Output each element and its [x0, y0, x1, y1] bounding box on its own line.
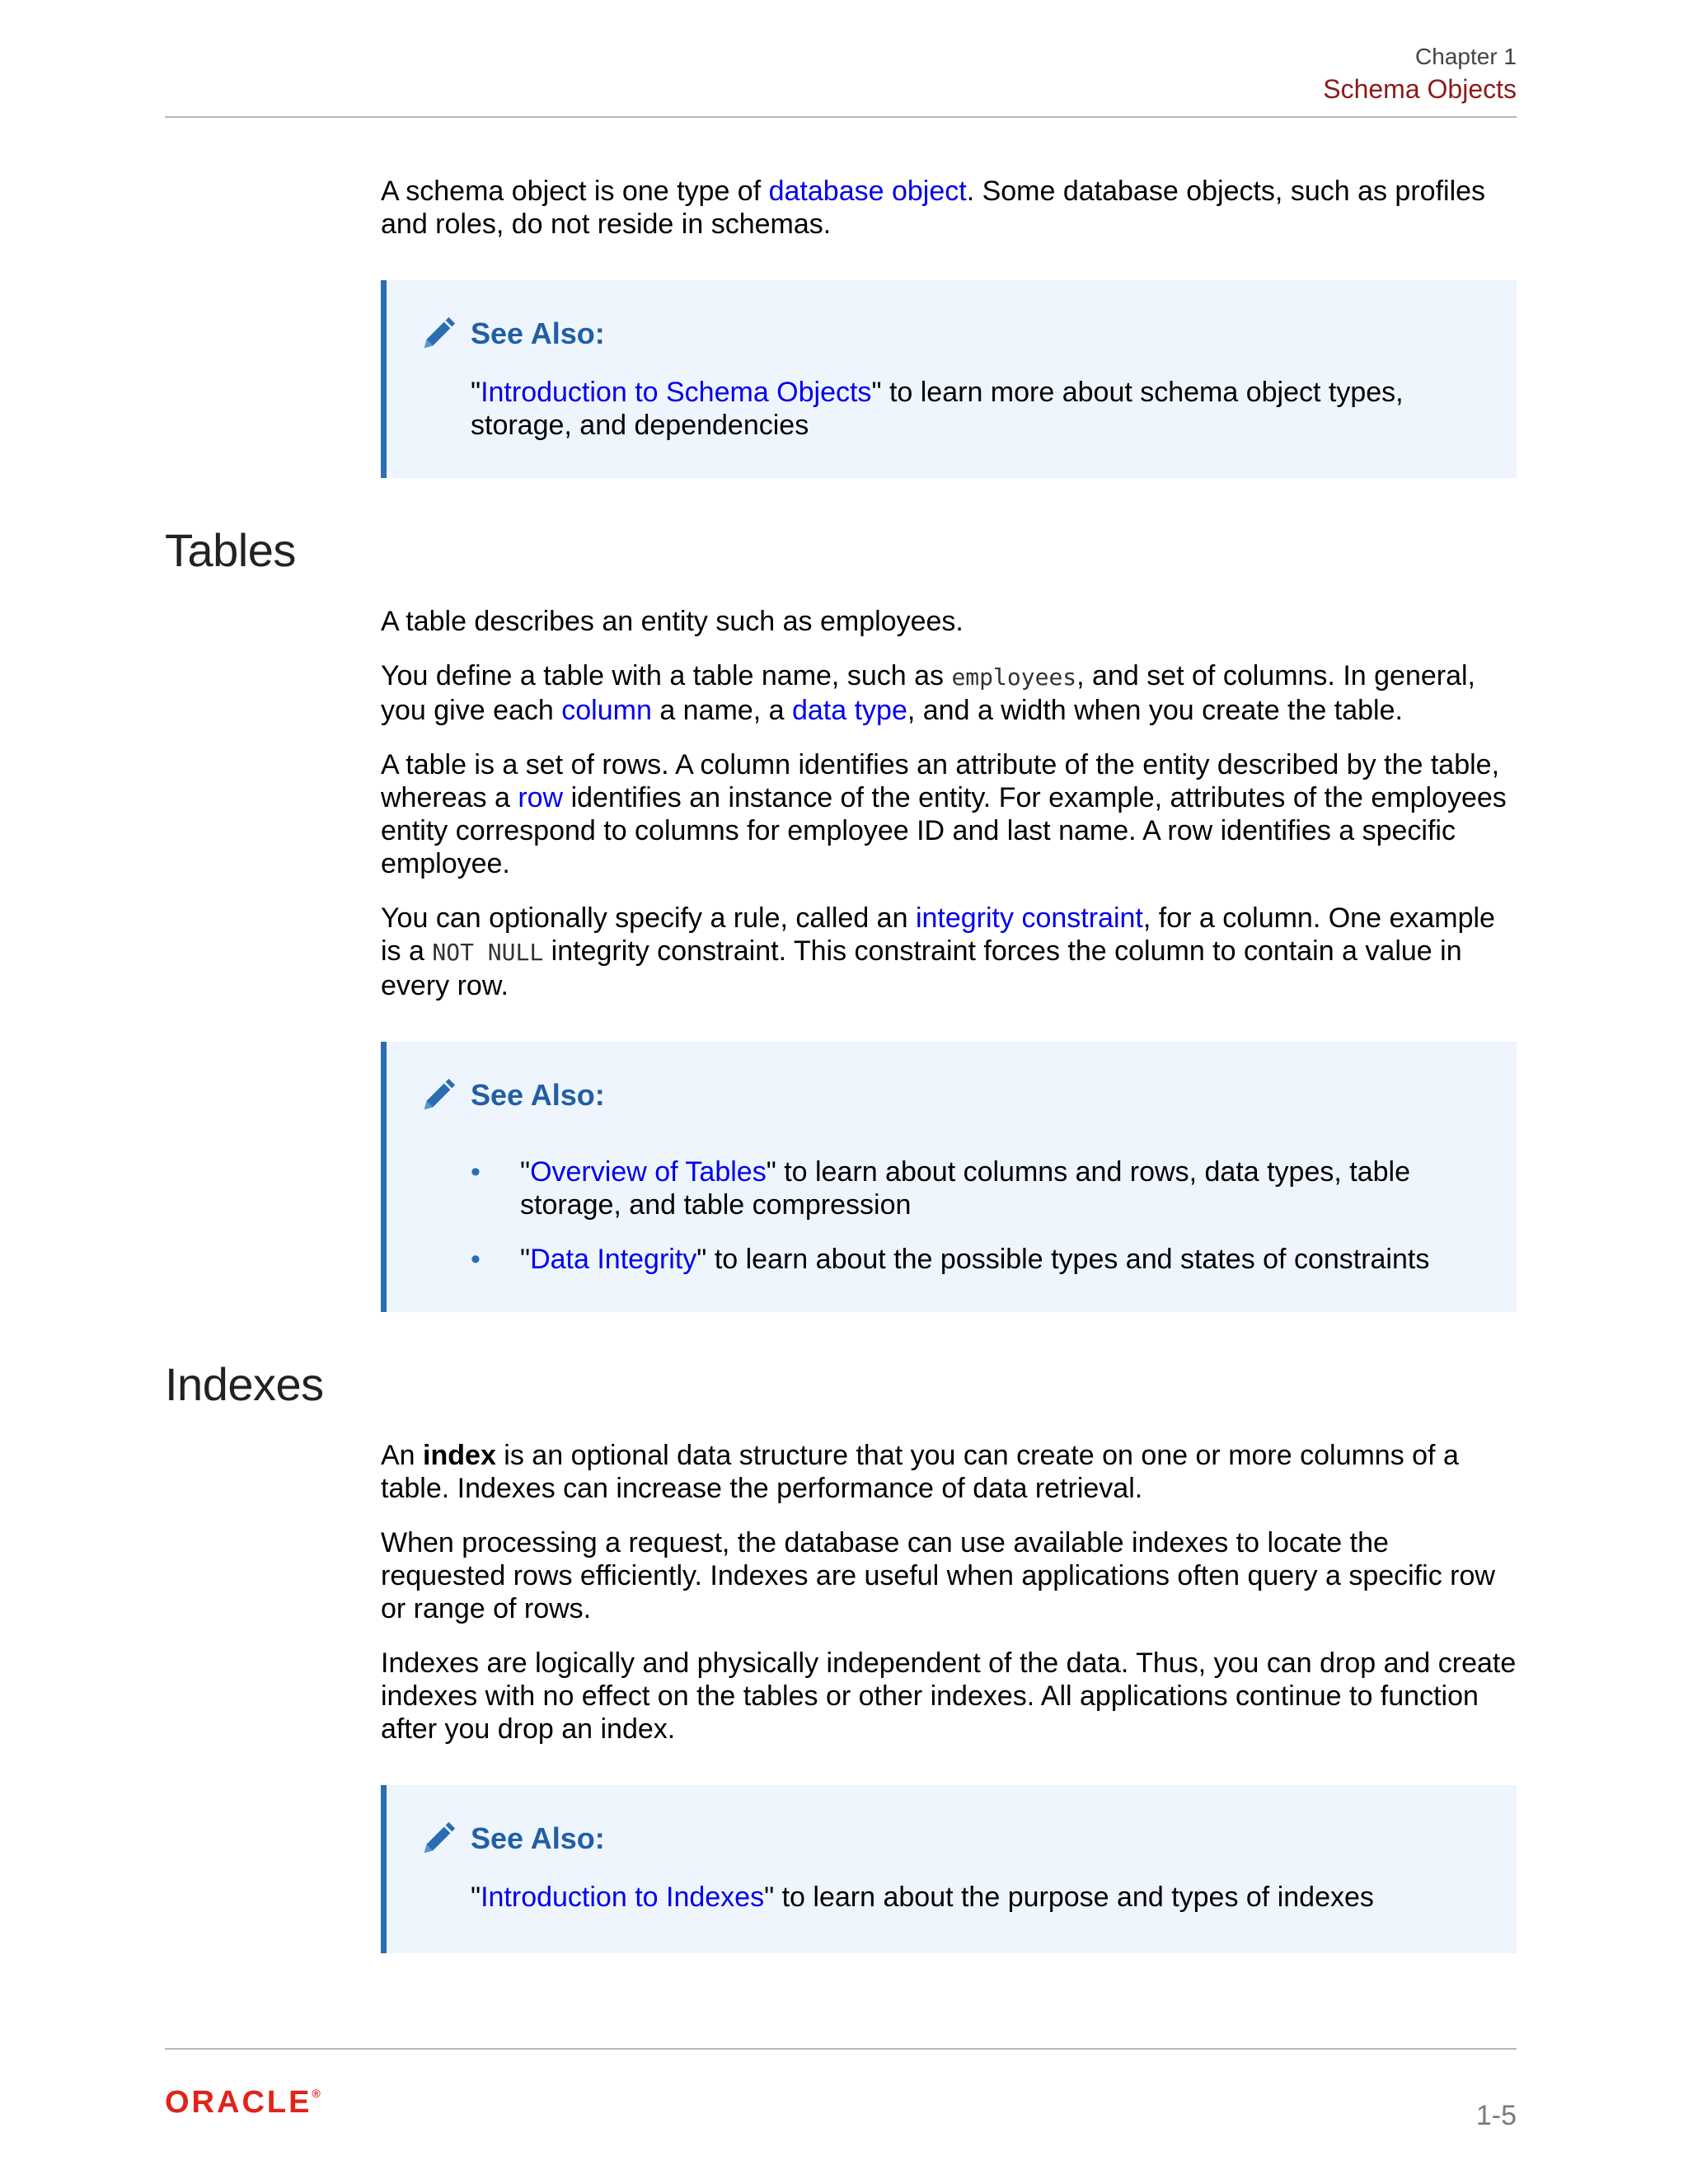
- text: integrity constraint. This constraint forces the column to contain a value in every row.: [381, 935, 1462, 1001]
- pencil-icon: [420, 315, 457, 353]
- tables-paragraph-2: [381, 659, 1517, 727]
- quote-mark: ": [520, 1156, 531, 1188]
- column-link[interactable]: column: [561, 695, 652, 726]
- see-also-list: [471, 1155, 1484, 1276]
- logo-text: ORACLE: [165, 2085, 312, 2120]
- page-header: [165, 41, 1517, 105]
- oracle-logo: [165, 2085, 321, 2121]
- note-title: [420, 1076, 1484, 1114]
- introduction-to-indexes-link[interactable]: Introduction to Indexes: [481, 1882, 765, 1913]
- indexes-paragraph-1: [381, 1439, 1517, 1505]
- see-also-note-tables: [381, 1042, 1517, 1312]
- introduction-to-schema-objects-link[interactable]: Introduction to Schema Objects: [481, 377, 872, 408]
- list-item: [471, 1243, 1484, 1276]
- bullet: •: [471, 1244, 481, 1275]
- text: is an optional data structure that you can create on one or more columns of a table. Indexes can increase the performance of data retrieval.: [381, 1440, 1459, 1504]
- list-item: [471, 1155, 1484, 1221]
- see-also-note-schema-objects: [381, 280, 1517, 478]
- note-title: [420, 1820, 1484, 1858]
- note-text: " to learn about the purpose and types of indexes: [764, 1882, 1374, 1913]
- page-number: 1-5: [1475, 2100, 1517, 2131]
- pencil-icon: [420, 1820, 457, 1858]
- note-body: [471, 376, 1484, 442]
- tables-paragraph-4: [381, 902, 1517, 1002]
- note-title-text: See Also:: [471, 316, 605, 350]
- note-body: [471, 1881, 1484, 1914]
- footer-divider: [165, 2048, 1517, 2050]
- text: , for a column. One example is a: [381, 902, 1495, 967]
- note-title-text: See Also:: [471, 1821, 605, 1855]
- overview-of-tables-link[interactable]: Overview of Tables: [530, 1156, 767, 1188]
- intro-text-end: . Some database objects, such as profiles and roles, do not reside in schemas.: [381, 176, 1486, 240]
- text: identifies an instance of the entity. For example, attributes of the employees entity correspond to columns for employee ID and last name. A row identifies a specific employee.: [381, 782, 1507, 879]
- page-content: [165, 175, 1517, 1999]
- data-type-link[interactable]: data type: [791, 695, 907, 726]
- index-term: index: [423, 1440, 496, 1471]
- text: , and a width when you create the table.: [907, 695, 1403, 726]
- bullet: •: [471, 1156, 481, 1188]
- code-not-null: NOT NULL: [432, 939, 544, 966]
- quote-mark: ": [471, 1882, 481, 1913]
- list-item-text: " to learn about columns and rows, data types, table storage, and table compression: [520, 1156, 1410, 1221]
- see-also-note-indexes: [381, 1785, 1517, 1953]
- quote-mark: ": [471, 377, 481, 408]
- indexes-paragraph-3: Indexes are logically and physically independent of the data. Thus, you can drop and create indexes with no effect on the tables or other indexes. All applications continue to function after you drop an index.: [381, 1647, 1517, 1745]
- pencil-icon: [420, 1076, 457, 1114]
- chapter-title: Schema Objects: [1323, 74, 1517, 104]
- section-heading-tables: Tables: [165, 524, 296, 576]
- text: , and set of columns. In general, you give each: [381, 660, 1475, 726]
- intro-paragraph: [381, 175, 1517, 241]
- text: You can optionally specify a rule, called an: [381, 902, 916, 934]
- database-object-link[interactable]: database object: [768, 176, 967, 207]
- integrity-constraint-link[interactable]: integrity constraint: [915, 902, 1143, 934]
- code-employees: employees: [951, 663, 1077, 691]
- data-integrity-link[interactable]: Data Integrity: [530, 1244, 697, 1275]
- registered-mark: ®: [312, 2087, 321, 2100]
- chapter-label: Chapter 1: [1415, 44, 1517, 69]
- list-item-text: " to learn about the possible types and states of constraints: [696, 1244, 1430, 1275]
- section-heading-indexes: Indexes: [165, 1358, 324, 1410]
- indexes-paragraph-2: When processing a request, the database can use available indexes to locate the requested rows efficiently. Indexes are useful when applications often query a specific row or range of rows.: [381, 1527, 1495, 1624]
- text: a name, a: [651, 695, 792, 726]
- quote-mark: ": [520, 1244, 531, 1275]
- intro-text: A schema object is one type of: [381, 176, 769, 207]
- tables-paragraph-1: A table describes an entity such as employees.: [381, 606, 964, 637]
- header-divider: [165, 116, 1517, 118]
- note-text: " to learn more about schema object types, storage, and dependencies: [471, 377, 1404, 441]
- note-title-text: See Also:: [471, 1078, 605, 1112]
- tables-paragraph-3: [381, 748, 1517, 880]
- text: An: [381, 1440, 424, 1471]
- text: A table is a set of rows. A column identifies an attribute of the entity described by the table, whereas a: [381, 749, 1500, 813]
- text: You define a table with a table name, such as: [381, 660, 952, 691]
- note-title: [420, 315, 1484, 353]
- row-link[interactable]: row: [518, 782, 564, 813]
